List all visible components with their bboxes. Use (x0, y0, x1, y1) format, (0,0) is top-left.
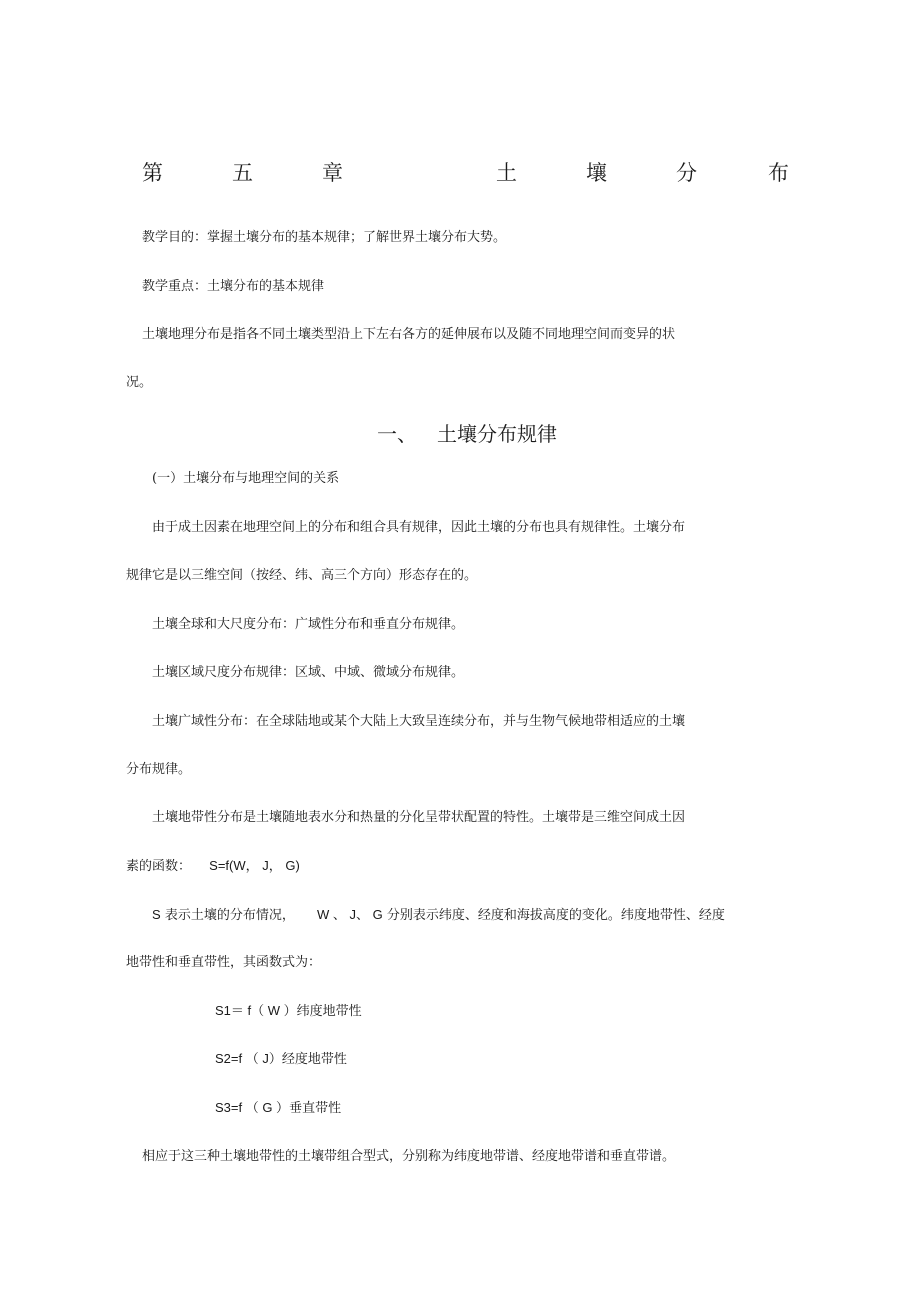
chapter-title-char: 布 (768, 161, 789, 185)
formula-label: 纬度地带性 (296, 1004, 362, 1019)
formula-expr: S3=f （ G ） (215, 1100, 290, 1115)
symbol-vars: W 、 J、 G (316, 907, 383, 922)
symbol-s: S (152, 907, 161, 922)
para2: 土壤全球和大尺度分布：广域性分布和垂直分布规律。 (152, 617, 465, 632)
chapter-title-char: 土 (496, 161, 517, 185)
section-title (377, 421, 557, 447)
soil-function-formula: S=f(W， J， G) (209, 858, 300, 873)
para5-line-2 (126, 857, 300, 876)
para6-text-a: 表示土壤的分布情况， (164, 908, 295, 923)
section-title-text: 土壤分布规律 (437, 422, 557, 446)
chapter-title-char: 第 (142, 161, 163, 185)
teaching-goal: 教学目的：掌握土壤分布的基本规律；了解世界土壤分布大势。 (142, 230, 507, 245)
chapter-title-char: 五 (232, 161, 253, 185)
formula-label: 经度地带性 (281, 1052, 347, 1067)
para6-text-b: 分别表示纬度、经度和海拔高度的变化。纬度地带性、经度 (386, 908, 725, 923)
para5-line-1: 土壤地带性分布是土壤随地表水分和热量的分化呈带状配置的特性。土壤带是三维空间成土因 (152, 810, 686, 825)
chapter-title-char: 章 (322, 161, 343, 185)
intro-line-1: 土壤地理分布是指各不同土壤类型沿上下左右各方的延伸展布以及随不同地理空间而变异的状 (142, 327, 676, 342)
section-number: 一、 (377, 422, 417, 446)
para4-line-1: 土壤广域性分布：在全球陆地或某个大陆上大致呈连续分布，并与生物气候地带相适应的土壤 (152, 714, 686, 729)
formula-label: 垂直带性 (289, 1101, 342, 1116)
formula-vertical (215, 1099, 341, 1118)
para4-line-2: 分布规律。 (126, 762, 192, 777)
para7: 相应于这三种土壤地带性的土壤带组合型式，分别称为纬度地带谱、经度地带谱和垂直带谱。 (142, 1149, 676, 1164)
para1-line-1: 由于成土因素在地理空间上的分布和组合具有规律，因此土壤的分布也具有规律性。土壤分布 (152, 520, 686, 535)
formula-latitude (215, 1002, 362, 1021)
chapter-title-char: 壤 (586, 161, 607, 185)
para3: 土壤区域尺度分布规律：区域、中域、微域分布规律。 (152, 665, 465, 680)
subsection-heading: (一）土壤分布与地理空间的关系 (152, 471, 340, 486)
para6-line-2: 地带性和垂直带性，其函数式为： (126, 955, 322, 970)
intro-line-2: 况。 (126, 375, 153, 390)
para1-line-2: 规律它是以三维空间（按经、纬、高三个方向）形态存在的。 (126, 568, 478, 583)
para6-line-1 (152, 906, 725, 925)
chapter-title-char: 分 (676, 161, 697, 185)
formula-longitude (215, 1050, 347, 1069)
formula-expr: S2=f （ J） (215, 1051, 282, 1066)
formula-expr: S1＝ f（ W ） (215, 1003, 297, 1018)
para5-prefix: 素的函数： (126, 859, 192, 874)
teaching-focus: 教学重点：土壤分布的基本规律 (142, 279, 325, 294)
